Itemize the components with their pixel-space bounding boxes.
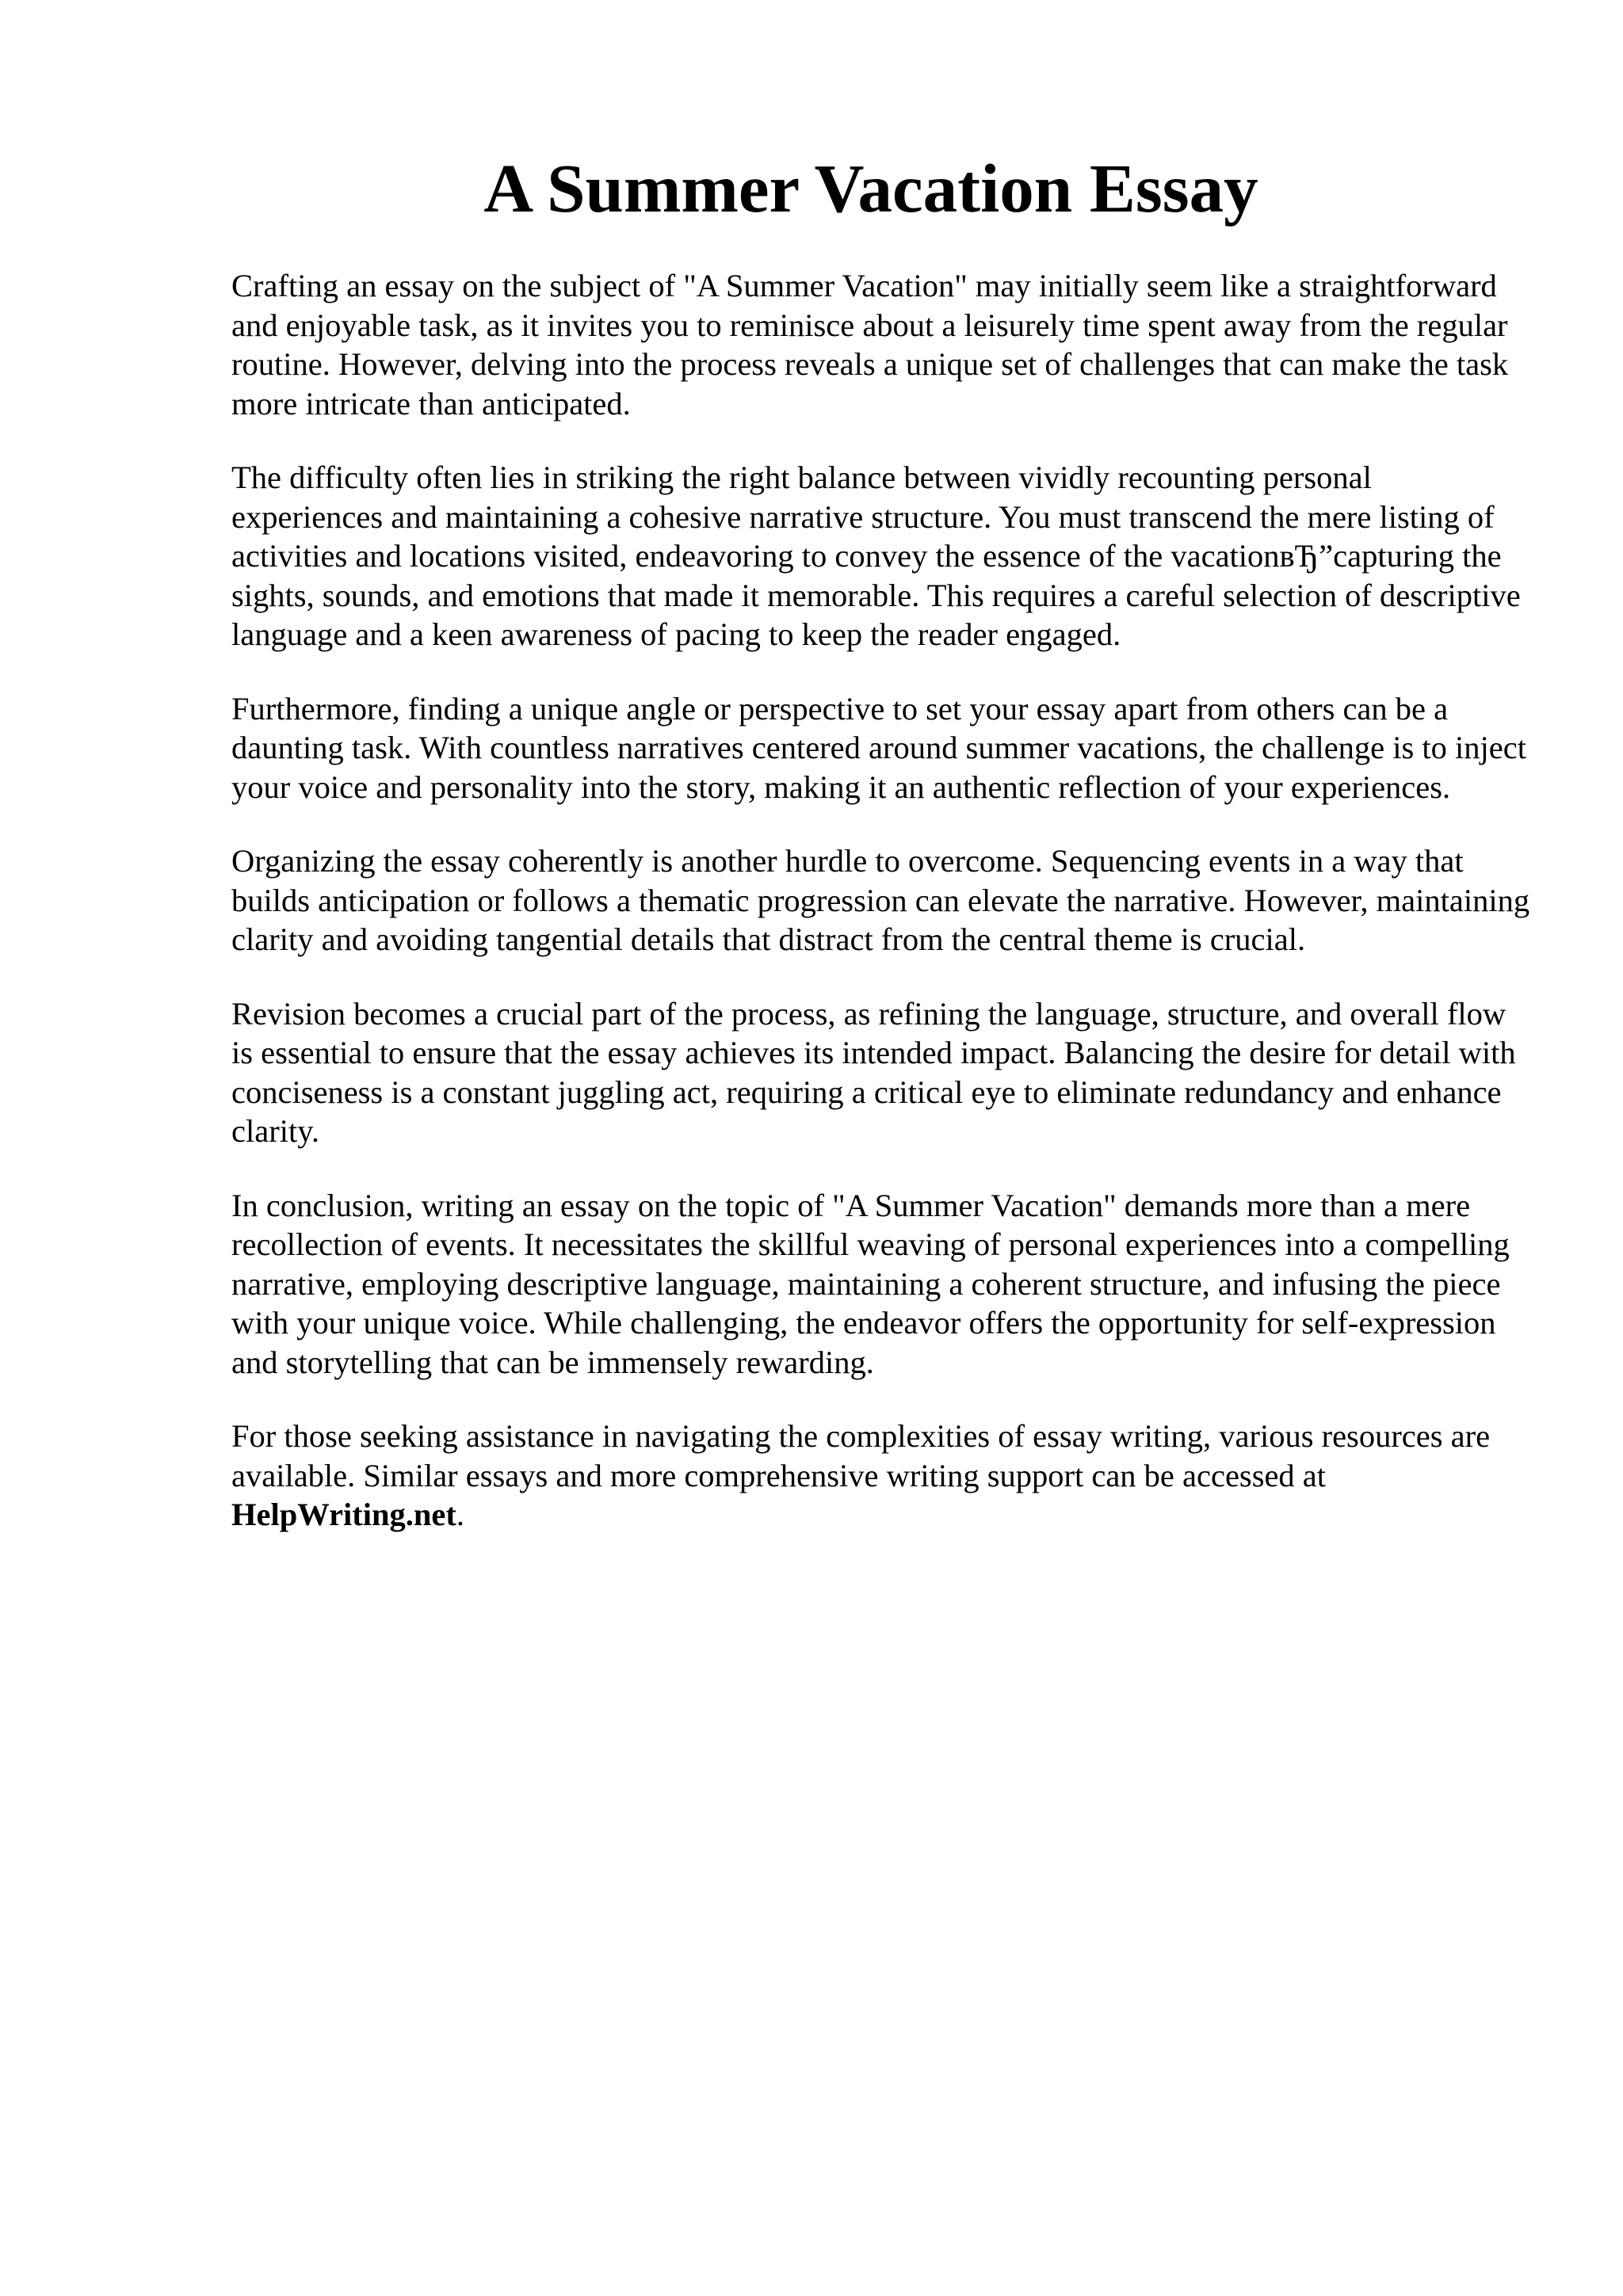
helpwriting-link[interactable]: HelpWriting.net	[231, 1497, 456, 1532]
paragraph-4: Organizing the essay coherently is another hurdle to overcome. Sequencing events in a way that builds anticipation or follows a thematic progression can elevate the narrative. However, maintaining clarity and avoiding tangential details that distract from the central theme is crucial.	[231, 843, 1530, 957]
essay-body	[231, 266, 1531, 1569]
paragraph-5: Revision becomes a crucial part of the process, as refining the language, structure, and overall flow is essential to ensure that the essay achieves its intended impact. Balancing the desire for detail with conciseness is a constant juggling act, requiring a critical eye to eliminate redundancy and enhance clarity.	[231, 995, 1516, 1149]
closing-period: .	[456, 1497, 465, 1532]
closing-paragraph	[231, 1417, 1531, 1535]
paragraph-3: Furthermore, finding a unique angle or perspective to set your essay apart from others can be a daunting task. With countless narratives centered around summer vacations, the challenge is to inject your voice and personality into the story, making it an authentic reflection of your experiences.	[231, 690, 1527, 805]
paragraph-2: The difficulty often lies in striking the right balance between vividly recounting personal experiences and maintaining a cohesive narrative structure. You must transcend the mere listing of activities and locations visited, endeavoring to convey the essence of the vacationвЂ”capturing the sights, sounds, and emotions that made it memorable. This requires a careful selection of descriptive language and a keen awareness of pacing to keep the reader engaged.	[231, 460, 1521, 652]
paragraph-6: In conclusion, writing an essay on the topic of "A Summer Vacation" demands more than a mere recollection of events. It necessitates the skillful weaving of personal experiences into a compelling narrative, employing descriptive language, maintaining a coherent structure, and infusing the piece with your unique voice. While challenging, the endeavor offers the opportunity for self-expression and storytelling that can be immensely rewarding.	[231, 1187, 1510, 1380]
paragraph-1: Crafting an essay on the subject of "A Summer Vacation" may initially seem like a straightforward and enjoyable task, as it invites you to reminisce about a leisurely time spent away from the regular routine. However, delving into the process reveals a unique set of challenges that can make the task more intricate than anticipated.	[231, 268, 1509, 421]
page-title: A Summer Vacation Essay	[483, 150, 1258, 227]
closing-text: For those seeking assistance in navigating the complexities of essay writing, various resources are available. Similar essays and more comprehensive writing support can be accessed at	[231, 1418, 1491, 1493]
